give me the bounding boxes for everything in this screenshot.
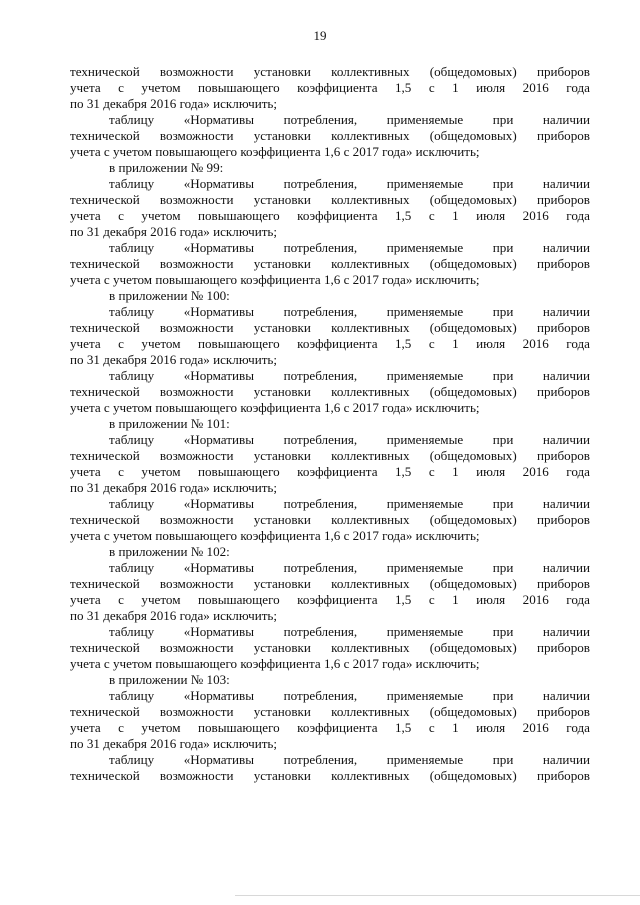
- page-number: 19: [313, 28, 327, 43]
- text-line: технической возможности установки коллективных (общедомовых) приборов: [70, 576, 590, 591]
- text-line: таблицу «Нормативы потребления, применяемые при наличии: [109, 560, 590, 575]
- text-line: таблицу «Нормативы потребления, применяемые при наличии: [109, 752, 590, 767]
- text-line: в приложении № 103:: [109, 672, 230, 687]
- text-line: учета с учетом повышающего коэффициента 1,5 с 1 июля 2016 года: [70, 720, 590, 735]
- text-line: таблицу «Нормативы потребления, применяемые при наличии: [109, 432, 590, 447]
- text-line: по 31 декабря 2016 года» исключить;: [70, 352, 278, 367]
- text-line: технической возможности установки коллективных (общедомовых) приборов: [70, 384, 590, 399]
- text-line: учета с учетом повышающего коэффициента 1,6 с 2017 года» исключить;: [70, 528, 480, 543]
- text-line: технической возможности установки коллективных (общедомовых) приборов: [70, 128, 590, 143]
- text-line: технической возможности установки коллективных (общедомовых) приборов: [70, 512, 590, 527]
- text-line: технической возможности установки коллективных (общедомовых) приборов: [70, 768, 590, 783]
- text-line: учета с учетом повышающего коэффициента 1,6 с 2017 года» исключить;: [70, 144, 480, 159]
- text-line: по 31 декабря 2016 года» исключить;: [70, 96, 278, 111]
- text-line: по 31 декабря 2016 года» исключить;: [70, 224, 278, 239]
- text-line: по 31 декабря 2016 года» исключить;: [70, 608, 278, 623]
- text-line: технической возможности установки коллективных (общедомовых) приборов: [70, 192, 590, 207]
- text-line: таблицу «Нормативы потребления, применяемые при наличии: [109, 688, 590, 703]
- document-body: [70, 64, 590, 784]
- text-line: учета с учетом повышающего коэффициента 1,6 с 2017 года» исключить;: [70, 272, 480, 287]
- text-line: технической возможности установки коллективных (общедомовых) приборов: [70, 256, 590, 271]
- text-line: учета с учетом повышающего коэффициента 1,5 с 1 июля 2016 года: [70, 592, 590, 607]
- text-line: в приложении № 101:: [109, 416, 230, 431]
- text-line: в приложении № 99:: [109, 160, 224, 175]
- text-line: учета с учетом повышающего коэффициента 1,5 с 1 июля 2016 года: [70, 208, 590, 223]
- text-line: технической возможности установки коллективных (общедомовых) приборов: [70, 64, 590, 79]
- text-line: таблицу «Нормативы потребления, применяемые при наличии: [109, 496, 590, 511]
- text-line: таблицу «Нормативы потребления, применяемые при наличии: [109, 176, 590, 191]
- text-line: по 31 декабря 2016 года» исключить;: [70, 736, 278, 751]
- text-line: таблицу «Нормативы потребления, применяемые при наличии: [109, 304, 590, 319]
- scan-edge-divider: [235, 895, 640, 896]
- text-line: технической возможности установки коллективных (общедомовых) приборов: [70, 704, 590, 719]
- text-line: таблицу «Нормативы потребления, применяемые при наличии: [109, 368, 590, 383]
- text-line: учета с учетом повышающего коэффициента 1,5 с 1 июля 2016 года: [70, 336, 590, 351]
- text-line: учета с учетом повышающего коэффициента 1,5 с 1 июля 2016 года: [70, 464, 590, 479]
- text-line: технической возможности установки коллективных (общедомовых) приборов: [70, 640, 590, 655]
- text-line: в приложении № 100:: [109, 288, 230, 303]
- text-line: по 31 декабря 2016 года» исключить;: [70, 480, 278, 495]
- text-line: таблицу «Нормативы потребления, применяемые при наличии: [109, 240, 590, 255]
- text-line: таблицу «Нормативы потребления, применяемые при наличии: [109, 112, 590, 127]
- text-line: учета с учетом повышающего коэффициента 1,5 с 1 июля 2016 года: [70, 80, 590, 95]
- text-line: учета с учетом повышающего коэффициента 1,6 с 2017 года» исключить;: [70, 400, 480, 415]
- text-line: таблицу «Нормативы потребления, применяемые при наличии: [109, 624, 590, 639]
- text-line: в приложении № 102:: [109, 544, 230, 559]
- text-line: учета с учетом повышающего коэффициента 1,6 с 2017 года» исключить;: [70, 656, 480, 671]
- text-line: технической возможности установки коллективных (общедомовых) приборов: [70, 320, 590, 335]
- text-line: технической возможности установки коллективных (общедомовых) приборов: [70, 448, 590, 463]
